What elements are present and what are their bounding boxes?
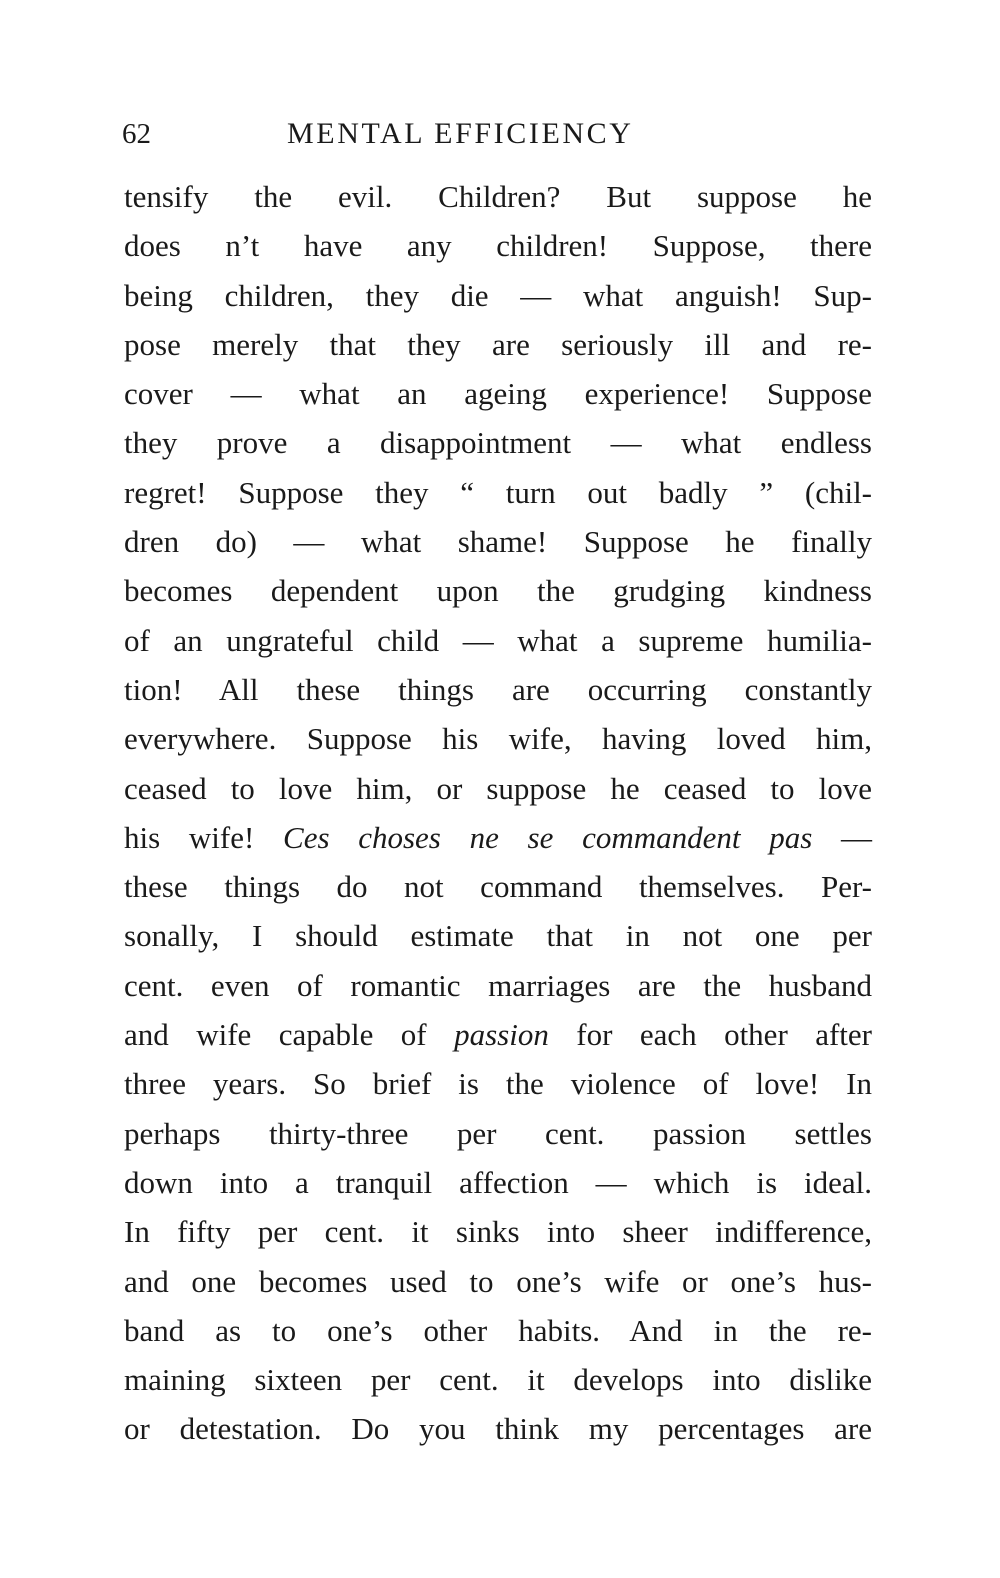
text-line: and wife capable of passion for each other after xyxy=(124,1017,872,1053)
text-line: down into a tranquil affection — which is ideal. xyxy=(124,1164,872,1200)
text-line: three years. So brief is the violence of love! In xyxy=(124,1066,872,1102)
text-line: becomes dependent upon the grudging kindness xyxy=(124,573,872,609)
text-line: maining sixteen per cent. it develops into dislike xyxy=(124,1362,872,1398)
text-line: cent. even of romantic marriages are the husband xyxy=(124,967,872,1003)
text-line: sonally, I should estimate that in not one per xyxy=(124,918,872,954)
text-line: these things do not command themselves. Per- xyxy=(124,869,872,905)
text-line: they prove a disappointment — what endless xyxy=(124,425,872,461)
text-line: ceased to love him, or suppose he ceased to love xyxy=(124,770,872,806)
text-line: does n’t have any children! Suppose, there xyxy=(124,228,872,264)
page-number: 62 xyxy=(122,118,151,150)
text-line: band as to one’s other habits. And in the re- xyxy=(124,1312,872,1348)
italic-word: passion xyxy=(454,1017,549,1053)
text-line: pose merely that they are seriously ill and re- xyxy=(124,326,872,362)
text-line: everywhere. Suppose his wife, having loved him, xyxy=(124,721,872,757)
text-line: of an ungrateful child — what a supreme humilia- xyxy=(124,622,872,658)
text-line: tensify the evil. Children? But suppose he xyxy=(124,179,872,214)
text-line: tion! All these things are occurring constantly xyxy=(124,671,872,707)
text-line: or detestation. Do you think my percentages are xyxy=(124,1411,872,1447)
text-line: and one becomes used to one’s wife or one’s hus- xyxy=(124,1263,872,1299)
text-line: In fifty per cent. it sinks into sheer indifference, xyxy=(124,1214,872,1250)
text-line: regret! Suppose they “ turn out badly ” (chil- xyxy=(124,474,872,510)
text-line: being children, they die — what anguish! Sup- xyxy=(124,277,872,313)
text-line: perhaps thirty-three per cent. passion settles xyxy=(124,1115,872,1151)
text-line: his wife! Ces choses ne se commandent pas — xyxy=(124,819,872,855)
running-title: MENTAL EFFICIENCY xyxy=(287,117,634,150)
italic-phrase: Ces choses ne se commandent pas xyxy=(283,819,813,855)
page-header xyxy=(122,112,882,156)
text-line: dren do) — what shame! Suppose he finally xyxy=(124,524,872,560)
body-text xyxy=(124,172,872,1454)
text-line: cover — what an ageing experience! Suppose xyxy=(124,376,872,412)
